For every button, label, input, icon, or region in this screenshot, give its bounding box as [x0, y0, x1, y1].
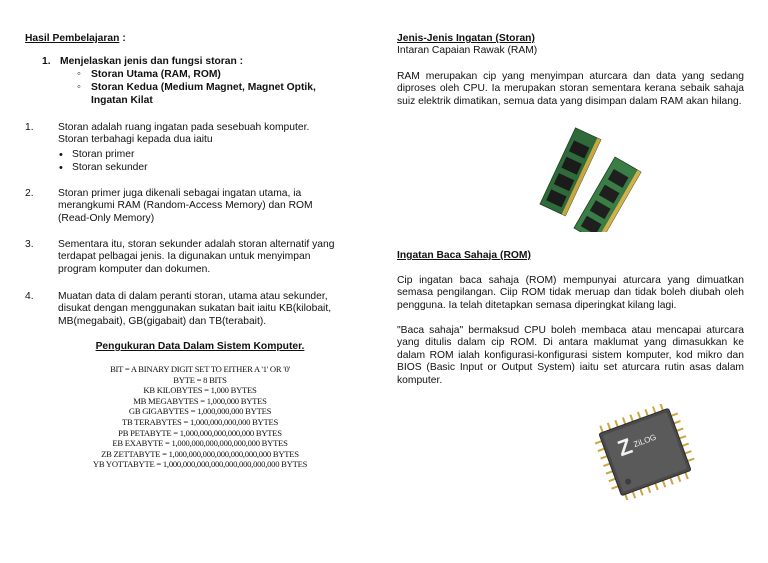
zilog-chip-image: [590, 404, 700, 500]
point-number: 1.: [25, 122, 34, 133]
storage-type-list: [56, 149, 148, 175]
point-text: Muatan data di dalam peranti storan, utama atau sekunder, disukat dengan menggunakan sukatan bait iaitu KB(kilobait, MB(megabait), GB(gigabait) dan TB(terabait).: [58, 291, 332, 327]
list-item: • Storan sekunder: [56, 162, 148, 174]
objective-bullet-list: [75, 69, 345, 107]
objective-bullet: ◦ Storan Utama (RAM, ROM): [75, 69, 345, 81]
ram-modules-image: [536, 124, 646, 232]
point-text: Storan adalah ruang ingatan pada sesebuah komputer. Storan terbahagi kepada dua iaitu: [58, 122, 310, 146]
list-item: • Storan primer: [56, 149, 148, 161]
objective-bullet: ◦ Storan Kedua (Medium Magnet, Magnet Optik, Ingatan Kilat: [75, 82, 345, 107]
chip-logo-text: ZiLOG: [632, 432, 658, 450]
point-number: 4.: [25, 291, 34, 302]
svg-text:Z: Z: [614, 433, 636, 462]
measurement-line: YB YOTTABYTE = 1,000,000,000,000,000,000,000,000 BYTES: [92, 459, 308, 470]
ram-subheading: Intaran Capaian Rawak (RAM): [397, 45, 538, 56]
measurement-line: TB TERABYTES = 1,000,000,000,000 BYTES: [121, 416, 279, 427]
measurement-table: [60, 364, 340, 470]
rom-paragraph-2: "Baca sahaja" bermaksud CPU boleh membaca atau mencapai aturcara yang ditulis dalam cip ROM. Di antara maklumat yang dimasukkan ke dalam ROM ialah konfigurasi-konfigurasi sistem komputer, kod mikro dan BIOS (Basic Input or Output System) iaitu set aturcara rutin asas dalam komputer.: [397, 325, 744, 386]
objective-text: Menjelaskan jenis dan fungsi storan :: [60, 56, 244, 67]
measurement-line: BYTE = 8 BITS: [173, 374, 227, 385]
measurement-line: EB EXABYTE = 1,000,000,000,000,000,000 BYTES: [112, 438, 288, 449]
measurement-line: PB PETABYTE = 1,000,000,000,000,000 BYTES: [118, 427, 282, 438]
point-text: Storan primer juga dikenali sebagai ingatan utama, ia merangkumi RAM (Random-Access Memory) dan ROM (Read-Only Memory): [58, 188, 313, 224]
measurement-title: Pengukuran Data Dalam Sistem Komputer.: [95, 341, 305, 352]
measurement-line: ZB ZETTABYTE = 1,000,000,000,000,000,000,000 BYTES: [101, 448, 299, 459]
point-number: 2.: [25, 188, 34, 199]
point-text: Sementara itu, storan sekunder adalah storan alternatif yang terdapat pelbagai jenis. Ia digunakan untuk menyimpan program komputer dan dokumen.: [58, 239, 335, 275]
memory-types-heading: Jenis-Jenis Ingatan (Storan): [397, 33, 535, 44]
rom-heading: Ingatan Baca Sahaja (ROM): [397, 250, 531, 261]
measurement-line: BIT = A BINARY DIGIT SET TO EITHER A '1' OR '0': [110, 364, 290, 374]
measurement-line: KB KILOBYTES = 1,000 BYTES: [143, 385, 257, 396]
rom-paragraph-1: Cip ingatan baca sahaja (ROM) mempunyai aturcara yang dimuatkan semasa pengilangan. Ciip ROM tidak meruap dan tidak boleh diubah oleh pengguna. Ia telah ditetapkan semasa diperingkat kilang lagi.: [397, 275, 744, 311]
ram-paragraph: RAM merupakan cip yang menyimpan aturcara dan data yang sedang diproses oleh CPU. Ia merupakan storan sementara kerana sebaik sahaja suiz elektrik dimatikan, semua data yang disimpan dalam RAM akan hilang.: [397, 71, 744, 107]
objective-number: 1.: [42, 56, 51, 67]
measurement-line: MB MEGABYTES = 1,000,000 BYTES: [133, 395, 267, 406]
learning-outcome-heading: Hasil Pembelajaran :: [25, 33, 126, 44]
measurement-line: GB GIGABYTES = 1,000,000,000 BYTES: [128, 406, 272, 417]
point-number: 3.: [25, 239, 34, 250]
